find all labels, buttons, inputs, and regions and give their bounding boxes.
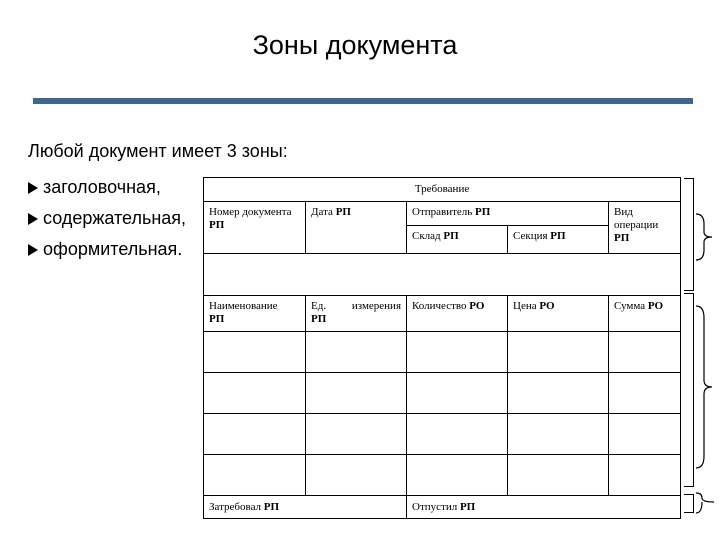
operation-type-cell: Вид операции РП <box>609 202 681 254</box>
title-divider <box>33 98 693 104</box>
blank-row <box>204 254 681 296</box>
col-quantity: Количество РО <box>407 296 508 332</box>
content-zone-bracket <box>684 293 694 487</box>
list-item: содержательная, <box>28 203 186 234</box>
col-sum: Сумма РО <box>609 296 681 332</box>
col-name: Наименование РП <box>204 296 306 332</box>
arrow-bullet-icon <box>28 182 38 194</box>
warehouse-cell: Склад РП <box>407 226 508 254</box>
requisition-form <box>203 177 681 519</box>
table-row <box>204 373 681 414</box>
header-zone-brace-icon <box>694 212 716 262</box>
content-zone-brace-icon <box>694 304 716 470</box>
header-zone-bracket <box>684 178 694 291</box>
list-item: оформительная. <box>28 234 186 265</box>
arrow-bullet-icon <box>28 244 38 256</box>
footer-zone-brace-icon <box>694 491 718 515</box>
zone-list <box>28 172 186 265</box>
list-item: заголовочная, <box>28 172 186 203</box>
arrow-bullet-icon <box>28 213 38 225</box>
form-title: Требование <box>204 178 681 202</box>
section-cell: Секция РП <box>508 226 609 254</box>
col-price: Цена РО <box>508 296 609 332</box>
intro-text: Любой документ имеет 3 зоны: <box>28 141 288 161</box>
footer-zone-bracket <box>684 494 694 513</box>
table-row <box>204 332 681 373</box>
doc-number-cell: Номер документа РП <box>204 202 306 254</box>
date-cell: Дата РП <box>306 202 407 254</box>
table-row <box>204 455 681 496</box>
col-unit: Ед. измерения РП <box>306 296 407 332</box>
table-row <box>204 414 681 455</box>
slide-title: Зоны документа <box>252 30 458 60</box>
requested-by-cell: Затребовал РП <box>204 496 407 519</box>
released-by-cell: Отпустил РП <box>407 496 681 519</box>
sender-cell: Отправитель РП <box>407 202 609 226</box>
